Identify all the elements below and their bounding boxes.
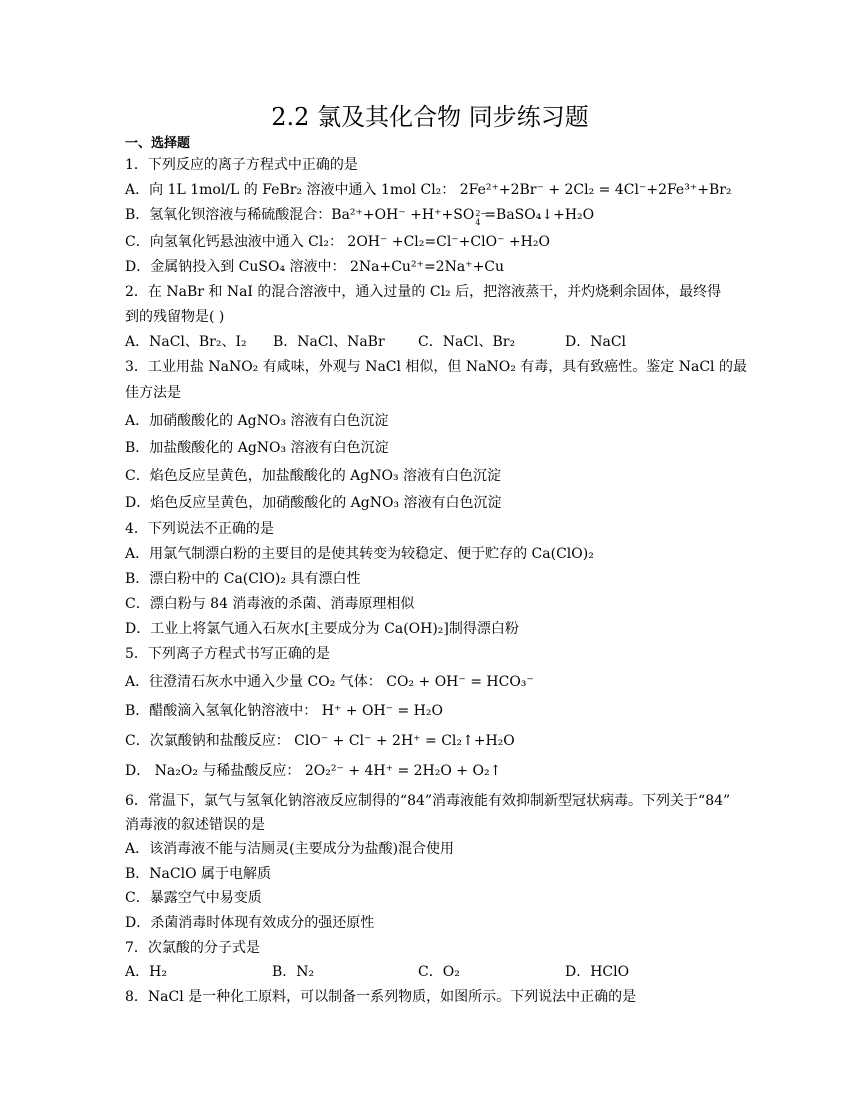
- question-3-option-b: B．加盐酸酸化的 AgNO₃ 溶液有白色沉淀: [125, 440, 389, 456]
- question-4-option-d: D．工业上将氯气通入石灰水[主要成分为 Ca(OH)₂]制得漂白粉: [125, 621, 519, 637]
- question-7-option-c: C．O₂: [418, 964, 460, 980]
- question-3-stem-line-2: 佳方法是: [125, 385, 181, 401]
- question-5-stem: 5．下列离子方程式书写正确的是: [125, 646, 330, 662]
- question-2-option-a: A．NaCl、Br₂、I₂: [125, 334, 247, 350]
- question-5-option-c: C．次氯酸钠和盐酸反应： ClO⁻ + Cl⁻ + 2H⁺ = Cl₂↑+H₂O: [125, 733, 515, 749]
- question-4-option-c: C．漂白粉与 84 消毒液的杀菌、消毒原理相似: [125, 596, 415, 612]
- question-1-stem: 1．下列反应的离子方程式中正确的是: [125, 157, 358, 173]
- question-5-option-a: A．往澄清石灰水中通入少量 CO₂ 气体： CO₂ + OH⁻ = HCO₃⁻: [125, 674, 534, 690]
- page-title: 2.2 氯及其化合物 同步练习题: [271, 103, 589, 131]
- question-6-stem-line-1: 6．常温下，氯气与氢氧化钠溶液反应制得的“84”消毒液能有效抑制新型冠状病毒。下列关于“84”: [125, 793, 731, 809]
- question-4-option-a: A．用氯气制漂白粉的主要目的是使其转变为较稳定、便于贮存的 Ca(ClO)₂: [125, 546, 594, 562]
- question-2-option-d: D．NaCl: [565, 334, 627, 350]
- question-3-option-c: C．焰色反应呈黄色，加盐酸酸化的 AgNO₃ 溶液有白色沉淀: [125, 468, 502, 484]
- question-3-stem-line-1: 3．工业用盐 NaNO₂ 有咸味，外观与 NaCl 相似，但 NaNO₂ 有毒，具有致癌性。鉴定 NaCl 的最: [125, 359, 747, 375]
- question-7-option-b: B．N₂: [272, 964, 315, 980]
- question-3-option-a: A．加硝酸酸化的 AgNO₃ 溶液有白色沉淀: [125, 413, 389, 429]
- question-8-stem: 8．NaCl 是一种化工原料，可以制备一系列物质，如图所示。下列说法中正确的是: [125, 989, 637, 1005]
- question-6-option-a: A．该消毒液不能与洁厕灵(主要成分为盐酸)混合使用: [125, 841, 455, 857]
- question-1-option-c: C．向氢氧化钙悬浊液中通入 Cl₂： 2OH⁻ +Cl₂=Cl⁻+ClO⁻ +H₂O: [125, 234, 550, 250]
- sulfate-charge: [474, 209, 488, 227]
- question-2-option-b: B．NaCl、NaBr: [273, 334, 385, 350]
- question-7-option-d: D．HClO: [565, 964, 630, 980]
- question-7-option-a: A．H₂: [125, 964, 167, 980]
- option-b-prefix: B．氢氧化钡溶液与稀硫酸混合：Ba²⁺+OH⁻ +H⁺+SO: [125, 207, 475, 223]
- question-6-option-b: B．NaClO 属于电解质: [125, 866, 272, 882]
- question-1-option-b: [125, 205, 745, 225]
- question-3-option-d: D．焰色反应呈黄色，加硝酸酸化的 AgNO₃ 溶液有白色沉淀: [125, 495, 502, 511]
- question-7-stem: 7．次氯酸的分子式是: [125, 940, 260, 956]
- question-1-option-a: A．向 1L 1mol/L 的 FeBr₂ 溶液中通入 1mol Cl₂： 2Fe²⁺+2Br⁻ + 2Cl₂ = 4Cl⁻+2Fe³⁺+Br₂: [125, 182, 732, 198]
- question-2-stem-line-2: 到的残留物是( ): [125, 309, 225, 325]
- question-5-option-b: B．醋酸滴入氢氧化钠溶液中： H⁺ + OH⁻ = H₂O: [125, 703, 443, 719]
- question-2-option-c: C．NaCl、Br₂: [418, 334, 516, 350]
- question-4-option-b: B．漂白粉中的 Ca(ClO)₂ 具有漂白性: [125, 571, 361, 587]
- question-6-stem-line-2: 消毒液的叙述错误的是: [125, 817, 265, 833]
- question-2-stem-line-1: 2．在 NaBr 和 NaI 的混合溶液中，通入过量的 Cl₂ 后，把溶液蒸干，并灼烧剩余固体，最终得: [125, 284, 722, 300]
- charge-sub: 4: [475, 218, 481, 227]
- option-b-suffix: =BaSO₄↓+H₂O: [484, 207, 595, 223]
- section-heading: 一、选择题: [125, 136, 191, 151]
- question-4-stem: 4．下列说法不正确的是: [125, 521, 274, 537]
- charge-sup: 2−: [475, 209, 488, 218]
- question-5-option-d: D． Na₂O₂ 与稀盐酸反应： 2O₂²⁻ + 4H⁺ = 2H₂O + O₂↑: [125, 763, 502, 779]
- question-1-option-d: D．金属钠投入到 CuSO₄ 溶液中： 2Na+Cu²⁺=2Na⁺+Cu: [125, 259, 505, 275]
- question-6-option-d: D．杀菌消毒时体现有效成分的强还原性: [125, 915, 375, 931]
- question-6-option-c: C．暴露空气中易变质: [125, 890, 262, 906]
